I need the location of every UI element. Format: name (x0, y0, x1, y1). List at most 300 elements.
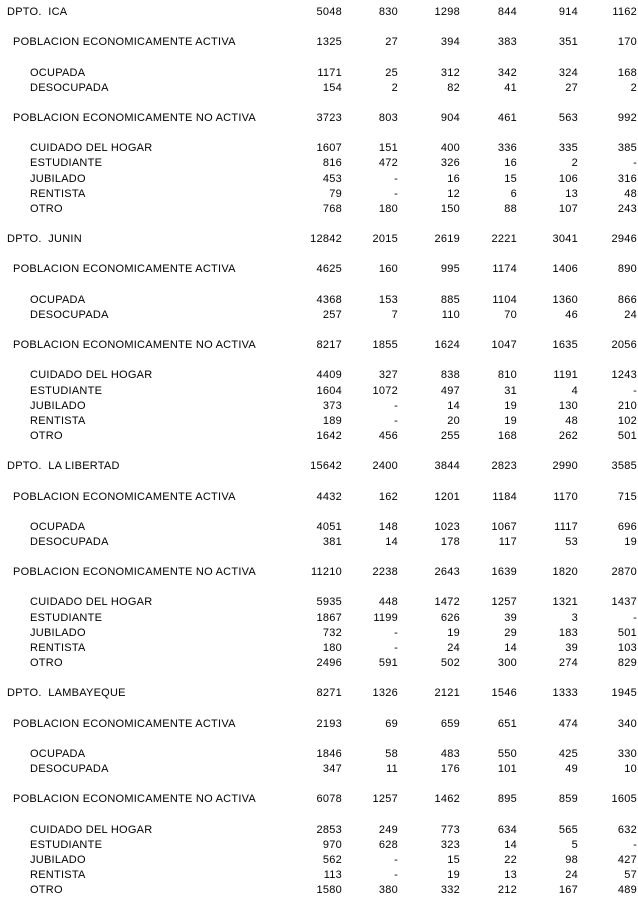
row-label: RENTISTA (30, 187, 86, 200)
row-label: OTRO (30, 657, 63, 670)
cell-value: 1023 (434, 520, 460, 533)
cell-value: 154 (322, 81, 342, 94)
cell-value: 167 (558, 884, 578, 897)
cell-value: 180 (378, 202, 398, 215)
department-row (0, 5, 638, 20)
cell-value: 27 (565, 81, 578, 94)
subcategory-row (0, 626, 638, 641)
cell-value: 2056 (611, 339, 637, 352)
cell-value: - (394, 869, 398, 882)
cell-value: 39 (504, 611, 517, 624)
cell-value: 113 (323, 869, 342, 882)
cell-value: - (394, 172, 398, 185)
cell-value: 27 (385, 36, 398, 49)
subcategory-row (0, 156, 638, 171)
subcategory-row (0, 535, 638, 550)
cell-value: 15 (504, 172, 517, 185)
cell-value: 4409 (316, 369, 342, 382)
cell-value: 461 (497, 111, 517, 124)
cell-value: 170 (617, 36, 637, 49)
row-label: RENTISTA (30, 869, 86, 882)
cell-value: 1580 (316, 884, 342, 897)
cell-value: 866 (617, 293, 637, 306)
cell-value: 1201 (434, 490, 460, 503)
cell-value: 8271 (316, 687, 342, 700)
cell-value: 4432 (316, 490, 342, 503)
cell-value: 46 (565, 308, 578, 321)
category-row (0, 565, 638, 580)
cell-value: 400 (440, 142, 460, 155)
row-label: OTRO (30, 202, 63, 215)
cell-value: - (633, 157, 637, 170)
subcategory-row (0, 641, 638, 656)
cell-value: 1174 (492, 263, 517, 276)
row-label: POBLACION ECONOMICAMENTE NO ACTIVA (13, 339, 256, 352)
cell-value: 31 (504, 384, 517, 397)
cell-value: 563 (558, 111, 578, 124)
cell-value: - (394, 853, 398, 866)
cell-value: 497 (440, 384, 460, 397)
cell-value: 838 (440, 369, 460, 382)
subcategory-row (0, 293, 638, 308)
category-row (0, 717, 638, 732)
cell-value: 904 (440, 111, 460, 124)
cell-value: 39 (565, 641, 578, 654)
subcategory-row (0, 81, 638, 96)
cell-value: 14 (504, 641, 517, 654)
row-label: JUBILADO (30, 172, 86, 185)
row-label: OCUPADA (30, 747, 86, 760)
cell-value: 425 (558, 747, 578, 760)
cell-value: - (394, 399, 398, 412)
cell-value: 312 (440, 66, 460, 79)
cell-value: 162 (378, 490, 398, 503)
cell-value: 659 (440, 717, 460, 730)
cell-value: 53 (565, 535, 578, 548)
cell-value: 2619 (434, 233, 460, 246)
cell-value: 41 (504, 81, 517, 94)
cell-value: 11 (386, 763, 398, 776)
cell-value: 2193 (316, 717, 342, 730)
cell-value: 1607 (316, 142, 342, 155)
row-label: JUBILADO (30, 853, 86, 866)
subcategory-row (0, 656, 638, 671)
cell-value: 385 (617, 142, 637, 155)
cell-value: 300 (497, 657, 517, 670)
subcategory-row (0, 414, 638, 429)
cell-value: 58 (385, 747, 398, 760)
cell-value: 130 (558, 399, 578, 412)
cell-value: 1546 (491, 687, 517, 700)
cell-value: 1406 (552, 263, 578, 276)
cell-value: 394 (440, 36, 460, 49)
cell-value: 472 (378, 157, 398, 170)
cell-value: - (394, 641, 398, 654)
cell-value: 2643 (434, 566, 460, 579)
cell-value: 24 (447, 641, 460, 654)
cell-value: 1170 (553, 490, 578, 503)
cell-value: 3723 (316, 111, 342, 124)
cell-value: 2853 (316, 823, 342, 836)
cell-value: 88 (504, 202, 517, 215)
row-label: DESOCUPADA (30, 308, 109, 321)
cell-value: 1333 (552, 687, 578, 700)
cell-value: 3 (571, 611, 578, 624)
cell-value: 326 (440, 157, 460, 170)
cell-value: 628 (378, 838, 398, 851)
cell-value: 13 (504, 869, 517, 882)
subcategory-row (0, 429, 638, 444)
cell-value: 249 (378, 823, 398, 836)
cell-value: 168 (497, 429, 517, 442)
cell-value: 4 (571, 384, 578, 397)
cell-value: 895 (497, 793, 517, 806)
cell-value: 11210 (310, 566, 342, 579)
cell-value: 4625 (316, 263, 342, 276)
cell-value: 117 (498, 535, 517, 548)
row-label: JUBILADO (30, 626, 86, 639)
cell-value: 1624 (434, 339, 460, 352)
cell-value: 381 (322, 535, 342, 548)
row-label: POBLACION ECONOMICAMENTE ACTIVA (13, 36, 236, 49)
cell-value: 1437 (611, 596, 637, 609)
cell-value: 274 (558, 657, 578, 670)
cell-value: - (633, 611, 637, 624)
cell-value: 316 (617, 172, 637, 185)
cell-value: 1047 (491, 339, 517, 352)
cell-value: 373 (322, 399, 342, 412)
cell-value: 82 (447, 81, 460, 94)
row-label: DESOCUPADA (30, 763, 109, 776)
cell-value: 453 (322, 172, 342, 185)
subcategory-row (0, 868, 638, 883)
subcategory-row (0, 853, 638, 868)
cell-value: 336 (497, 142, 517, 155)
cell-value: 22 (504, 853, 517, 866)
subcategory-row (0, 172, 638, 187)
cell-value: 550 (497, 747, 517, 760)
row-label: DPTO. JUNIN (7, 233, 82, 246)
row-label: POBLACION ECONOMICAMENTE NO ACTIVA (13, 793, 256, 806)
cell-value: 427 (617, 853, 637, 866)
cell-value: 501 (617, 626, 637, 639)
cell-value: 3844 (434, 460, 460, 473)
cell-value: 176 (440, 763, 460, 776)
cell-value: 327 (378, 369, 398, 382)
cell-value: 1604 (316, 384, 342, 397)
cell-value: 885 (440, 293, 460, 306)
cell-value: 29 (504, 626, 517, 639)
cell-value: 6078 (316, 793, 342, 806)
cell-value: 715 (617, 490, 637, 503)
row-label: OCUPADA (30, 66, 86, 79)
subcategory-row (0, 838, 638, 853)
category-row (0, 111, 638, 126)
cell-value: - (633, 838, 637, 851)
cell-value: 340 (617, 717, 637, 730)
row-label: ESTUDIANTE (30, 838, 103, 851)
cell-value: 501 (617, 429, 637, 442)
subcategory-row (0, 368, 638, 383)
cell-value: 257 (322, 308, 342, 321)
cell-value: 180 (322, 641, 342, 654)
cell-value: 1462 (434, 793, 460, 806)
row-label: ESTUDIANTE (30, 611, 103, 624)
cell-value: 70 (504, 308, 517, 321)
cell-value: 2400 (372, 460, 398, 473)
cell-value: 4368 (316, 293, 342, 306)
cell-value: 151 (378, 142, 398, 155)
cell-value: 970 (322, 838, 342, 851)
cell-value: 591 (378, 657, 398, 670)
cell-value: 890 (617, 263, 637, 276)
cell-value: 15 (447, 853, 460, 866)
cell-value: 1117 (554, 520, 578, 533)
cell-value: 19 (504, 414, 517, 427)
cell-value: 1867 (316, 611, 342, 624)
cell-value: 19 (504, 399, 517, 412)
cell-value: 4051 (316, 520, 342, 533)
cell-value: 2238 (372, 566, 398, 579)
cell-value: 106 (558, 172, 578, 185)
cell-value: - (394, 626, 398, 639)
cell-value: 1360 (552, 293, 578, 306)
cell-value: 20 (447, 414, 460, 427)
cell-value: 332 (440, 884, 460, 897)
cell-value: 1472 (434, 596, 460, 609)
cell-value: 634 (497, 823, 517, 836)
cell-value: 16 (447, 172, 460, 185)
cell-value: 212 (497, 884, 517, 897)
cell-value: 243 (617, 202, 637, 215)
subcategory-row (0, 747, 638, 762)
cell-value: 150 (440, 202, 460, 215)
cell-value: 1635 (552, 339, 578, 352)
cell-value: 1199 (373, 611, 398, 624)
cell-value: 562 (322, 853, 342, 866)
category-row (0, 338, 638, 353)
cell-value: 183 (558, 626, 578, 639)
row-label: OTRO (30, 429, 63, 442)
cell-value: 24 (624, 308, 637, 321)
cell-value: 1067 (491, 520, 517, 533)
cell-value: 3585 (611, 460, 637, 473)
cell-value: 7 (391, 308, 398, 321)
row-label: CUIDADO DEL HOGAR (30, 823, 153, 836)
cell-value: 351 (558, 36, 578, 49)
cell-value: 1162 (612, 6, 637, 18)
row-label: DPTO. LAMBAYEQUE (7, 687, 126, 700)
cell-value: 844 (497, 6, 517, 18)
cell-value: 456 (378, 429, 398, 442)
cell-value: 816 (322, 157, 342, 170)
cell-value: 1257 (372, 793, 398, 806)
cell-value: 168 (617, 66, 637, 79)
cell-value: - (394, 414, 398, 427)
cell-value: 489 (617, 884, 637, 897)
population-table (0, 5, 638, 898)
row-label: RENTISTA (30, 414, 86, 427)
cell-value: 1820 (552, 566, 578, 579)
cell-value: 632 (617, 823, 637, 836)
row-label: CUIDADO DEL HOGAR (30, 142, 153, 155)
subcategory-row (0, 762, 638, 777)
cell-value: 347 (322, 763, 342, 776)
category-row (0, 490, 638, 505)
cell-value: 1298 (434, 6, 460, 18)
cell-value: 2221 (491, 233, 517, 246)
cell-value: 8217 (316, 339, 342, 352)
cell-value: - (633, 384, 637, 397)
cell-value: 651 (497, 717, 517, 730)
cell-value: 6 (510, 187, 517, 200)
cell-value: 57 (624, 869, 637, 882)
subcategory-row (0, 611, 638, 626)
cell-value: 773 (440, 823, 460, 836)
cell-value: 696 (617, 520, 637, 533)
department-row (0, 459, 638, 474)
cell-value: 1846 (316, 747, 342, 760)
category-row (0, 792, 638, 807)
cell-value: 324 (558, 66, 578, 79)
cell-value: 79 (329, 187, 342, 200)
row-label: RENTISTA (30, 641, 86, 654)
subcategory-row (0, 187, 638, 202)
subcategory-row (0, 202, 638, 217)
subcategory-row (0, 384, 638, 399)
cell-value: 5 (571, 838, 578, 851)
cell-value: 12842 (310, 233, 342, 246)
cell-value: 10 (624, 763, 637, 776)
row-label: DPTO. LA LIBERTAD (7, 460, 120, 473)
cell-value: 1191 (553, 369, 578, 382)
cell-value: 810 (497, 369, 517, 382)
cell-value: 5935 (316, 596, 342, 609)
cell-value: 1605 (611, 793, 637, 806)
cell-value: 1321 (552, 596, 578, 609)
cell-value: 49 (565, 763, 578, 776)
row-label: ESTUDIANTE (30, 384, 103, 397)
department-row (0, 232, 638, 247)
cell-value: 2015 (372, 233, 398, 246)
row-label: POBLACION ECONOMICAMENTE ACTIVA (13, 490, 236, 503)
subcategory-row (0, 308, 638, 323)
cell-value: 732 (322, 626, 342, 639)
row-label: OCUPADA (30, 293, 86, 306)
row-label: POBLACION ECONOMICAMENTE NO ACTIVA (13, 111, 256, 124)
row-label: CUIDADO DEL HOGAR (30, 369, 153, 382)
subcategory-row (0, 399, 638, 414)
cell-value: 48 (624, 187, 637, 200)
cell-value: 98 (565, 853, 578, 866)
row-label: ESTUDIANTE (30, 157, 103, 170)
row-label: POBLACION ECONOMICAMENTE NO ACTIVA (13, 566, 256, 579)
cell-value: 565 (558, 823, 578, 836)
subcategory-row (0, 141, 638, 156)
cell-value: 448 (378, 596, 398, 609)
cell-value: 995 (440, 263, 460, 276)
cell-value: 13 (565, 187, 578, 200)
cell-value: 992 (617, 111, 637, 124)
cell-value: 110 (441, 308, 460, 321)
cell-value: 2121 (434, 687, 460, 700)
cell-value: 1855 (372, 339, 398, 352)
cell-value: 19 (624, 535, 637, 548)
cell-value: 2823 (491, 460, 517, 473)
cell-value: 380 (378, 884, 398, 897)
cell-value: 107 (558, 202, 578, 215)
cell-value: 502 (440, 657, 460, 670)
cell-value: 48 (565, 414, 578, 427)
department-row (0, 686, 638, 701)
cell-value: 24 (565, 869, 578, 882)
cell-value: 768 (322, 202, 342, 215)
cell-value: 2 (571, 157, 578, 170)
cell-value: 189 (322, 414, 342, 427)
cell-value: 330 (617, 747, 637, 760)
cell-value: 1325 (316, 36, 342, 49)
subcategory-row (0, 66, 638, 81)
cell-value: 474 (558, 717, 578, 730)
cell-value: 160 (378, 263, 398, 276)
cell-value: 829 (617, 657, 637, 670)
cell-value: 2496 (316, 657, 342, 670)
cell-value: 1171 (317, 66, 342, 79)
cell-value: 1945 (611, 687, 637, 700)
cell-value: 178 (440, 535, 460, 548)
cell-value: 914 (558, 6, 578, 18)
cell-value: 14 (504, 838, 517, 851)
row-label: OTRO (30, 884, 63, 897)
row-label: POBLACION ECONOMICAMENTE ACTIVA (13, 263, 236, 276)
cell-value: 323 (440, 838, 460, 851)
row-label: DPTO. ICA (7, 6, 68, 18)
cell-value: 2946 (611, 233, 637, 246)
cell-value: 69 (385, 717, 398, 730)
cell-value: 12 (447, 187, 460, 200)
row-label: DESOCUPADA (30, 535, 109, 548)
cell-value: - (394, 187, 398, 200)
cell-value: 803 (378, 111, 398, 124)
cell-value: 19 (447, 869, 460, 882)
cell-value: 14 (385, 535, 398, 548)
cell-value: 342 (497, 66, 517, 79)
subcategory-row (0, 595, 638, 610)
cell-value: 101 (497, 763, 517, 776)
cell-value: 1072 (372, 384, 398, 397)
cell-value: 626 (440, 611, 460, 624)
cell-value: 15642 (310, 460, 342, 473)
cell-value: 1639 (491, 566, 517, 579)
cell-value: 148 (378, 520, 398, 533)
cell-value: 1257 (491, 596, 517, 609)
cell-value: 102 (617, 414, 637, 427)
category-row (0, 262, 638, 277)
cell-value: 1243 (611, 369, 637, 382)
cell-value: 262 (558, 429, 578, 442)
cell-value: 3041 (552, 233, 578, 246)
cell-value: 2 (391, 81, 398, 94)
row-label: OCUPADA (30, 520, 86, 533)
cell-value: 483 (440, 747, 460, 760)
row-label: POBLACION ECONOMICAMENTE ACTIVA (13, 717, 236, 730)
cell-value: 210 (617, 399, 637, 412)
subcategory-row (0, 883, 638, 898)
cell-value: 1104 (492, 293, 517, 306)
cell-value: 830 (378, 6, 398, 18)
row-label: CUIDADO DEL HOGAR (30, 596, 153, 609)
cell-value: 25 (385, 66, 398, 79)
